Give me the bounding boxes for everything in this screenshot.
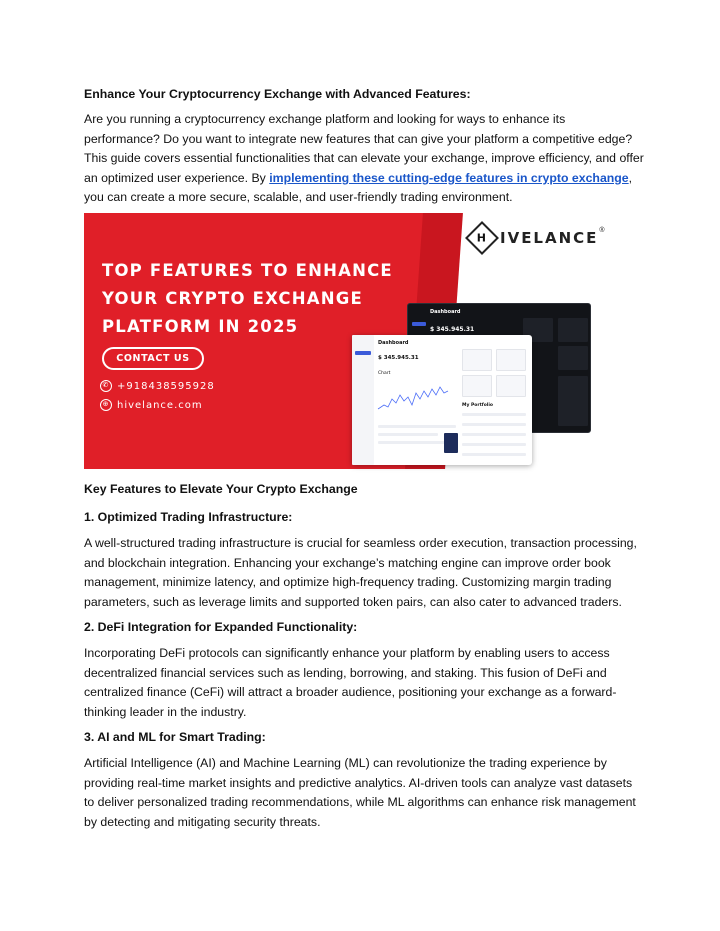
light-portfolio-row-1	[462, 413, 526, 416]
light-portfolio-label: My Portfolio	[462, 403, 493, 408]
banner-headline	[102, 257, 393, 341]
light-dashboard-title: Dashboard	[378, 340, 409, 346]
intro-text-after-link: , you can create a more secure, scalable, and user-friendly trading environment.	[84, 170, 633, 205]
banner-headline-line3: PLATFORM IN 2025	[102, 317, 299, 336]
light-sidebar-active	[355, 351, 371, 355]
logo-text: IVELANCE	[500, 229, 599, 247]
light-portfolio-row-2	[462, 423, 526, 426]
logo-registered-mark: ®	[599, 226, 605, 234]
key-features-heading: Key Features to Elevate Your Crypto Exchange	[84, 482, 358, 496]
light-order-row-2	[378, 433, 438, 436]
promo-banner-image	[84, 213, 605, 469]
light-dashboard-mockup	[352, 335, 532, 465]
light-card-3	[462, 375, 492, 397]
light-card-2	[496, 349, 526, 371]
contact-us-button: CONTACT US	[102, 347, 204, 370]
banner-headline-line2: YOUR CRYPTO EXCHANGE	[102, 289, 363, 308]
light-portfolio-row-5	[462, 453, 526, 456]
intro-text-before-link: Are you running a cryptocurrency exchange platform and looking for ways to enhance its performance? Do you want to integrate new features that can give your platform a competitive edge? This guide covers essential functionalities that can elevate your exchange, improve efficiency, and offer an optimized user experience. By	[84, 112, 644, 185]
logo-badge-icon: H	[465, 221, 499, 255]
light-price-chart	[378, 379, 448, 419]
banner-phone-row	[100, 380, 215, 392]
section1-heading: 1. Optimized Trading Infrastructure:	[84, 510, 293, 524]
banner-phone: +918438595928	[117, 380, 215, 392]
light-portfolio-row-4	[462, 443, 526, 446]
features-link[interactable]: implementing these cutting-edge features in crypto exchange	[269, 170, 629, 185]
section2-body: Incorporating DeFi protocols can significantly enhance your platform by enabling users to access decentralized financial services such as lending, borrowing, and staking. This fusion of DeFi and centralized finance (CeFi) will attract a broader audience, positioning your exchange as a forward-thinking leader in the industry.	[84, 646, 617, 719]
dark-card-2	[558, 318, 588, 342]
light-portfolio-row-3	[462, 433, 526, 436]
section3-heading: 3. AI and ML for Smart Trading:	[84, 730, 266, 744]
light-dashboard-balance: $ 345.945.31	[378, 355, 419, 361]
globe-icon: ⊕	[100, 399, 112, 411]
phone-icon: ✆	[100, 380, 112, 392]
light-card-1	[462, 349, 492, 371]
section1-body: A well-structured trading infrastructure is crucial for seamless order execution, transaction processing, and blockchain integration. Enhancing your exchange’s matching engine can improve order book management, minimize latency, and optimize high-frequency trading. Customizing margin trading parameters, such as leverage limits and supported token pairs, can also cater to advanced traders.	[84, 536, 637, 609]
banner-website-row	[100, 399, 203, 411]
dark-sidebar-active	[412, 322, 426, 326]
light-order-row-3	[378, 441, 448, 444]
section3-body: Artificial Intelligence (AI) and Machine Learning (ML) can revolutionize the trading experience by providing real-time market insights and predictive analytics. AI-driven tools can analyze vast datasets to deliver personalized trading recommendations, while ML algorithms can enhance risk management by detecting and mitigating security threats.	[84, 756, 636, 829]
section2-heading: 2. DeFi Integration for Expanded Functionality:	[84, 620, 358, 634]
hivelance-logo	[470, 226, 605, 250]
light-order-row-1	[378, 425, 456, 428]
banner-website: hivelance.com	[117, 399, 203, 411]
light-card-4	[496, 375, 526, 397]
dark-card-3	[558, 346, 588, 370]
intro-paragraph	[84, 110, 644, 208]
light-chart-label: Chart	[378, 371, 391, 376]
dark-card-4	[558, 376, 588, 426]
dark-dashboard-balance: $ 345.945.31	[430, 326, 475, 333]
intro-heading: Enhance Your Cryptocurrency Exchange with Advanced Features:	[84, 87, 471, 101]
dark-dashboard-title: Dashboard	[430, 309, 461, 315]
light-action-block	[444, 433, 458, 453]
banner-headline-line1: TOP FEATURES TO ENHANCE	[102, 261, 393, 280]
